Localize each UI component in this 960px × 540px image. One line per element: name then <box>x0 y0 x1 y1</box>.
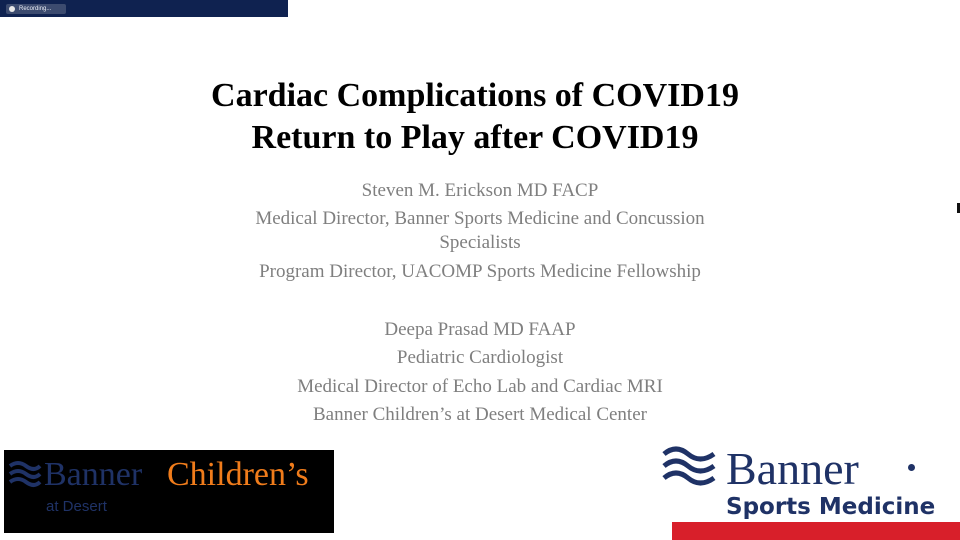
presenter1-role2: Program Director, UACOMP Sports Medicine Fellowship <box>259 261 701 282</box>
recording-icon <box>9 6 15 12</box>
presenter2-role1: Pediatric Cardiologist <box>396 347 564 368</box>
presenter2-role2: Medical Director of Echo Lab and Cardiac MRI <box>297 376 663 397</box>
presenter1-role1b: Specialists <box>439 232 521 253</box>
childrens-logo-banner-word: Banner <box>44 456 143 493</box>
slide-title-line1: Cardiac Complications of COVID19 <box>211 77 739 114</box>
sports-logo-banner-word: Banner <box>726 443 859 494</box>
childrens-logo-childrens-word: Children’s <box>167 456 309 493</box>
recording-indicator[interactable] <box>6 4 66 14</box>
registered-dot-icon <box>908 464 915 471</box>
recording-label: Recording... <box>19 6 52 12</box>
presenter2-name: Deepa Prasad MD FAAP <box>384 319 576 340</box>
presenter2-role3: Banner Children’s at Desert Medical Center <box>313 404 647 425</box>
childrens-logo-subtitle: at Desert <box>46 498 107 515</box>
banner-waves-icon <box>8 458 42 492</box>
banner-waves-icon <box>660 444 716 490</box>
presenter1-name: Steven M. Erickson MD FACP <box>361 180 599 201</box>
banner-childrens-logo <box>4 450 334 533</box>
footer-accent-bar <box>672 522 960 540</box>
sports-logo-subtitle: Sports Medicine <box>726 494 936 520</box>
recording-bar <box>0 0 288 17</box>
slide-title-line2: Return to Play after COVID19 <box>251 119 699 156</box>
banner-sports-medicine-logo <box>656 440 956 520</box>
presenter1-role1a: Medical Director, Banner Sports Medicine and Concussion <box>255 208 705 229</box>
